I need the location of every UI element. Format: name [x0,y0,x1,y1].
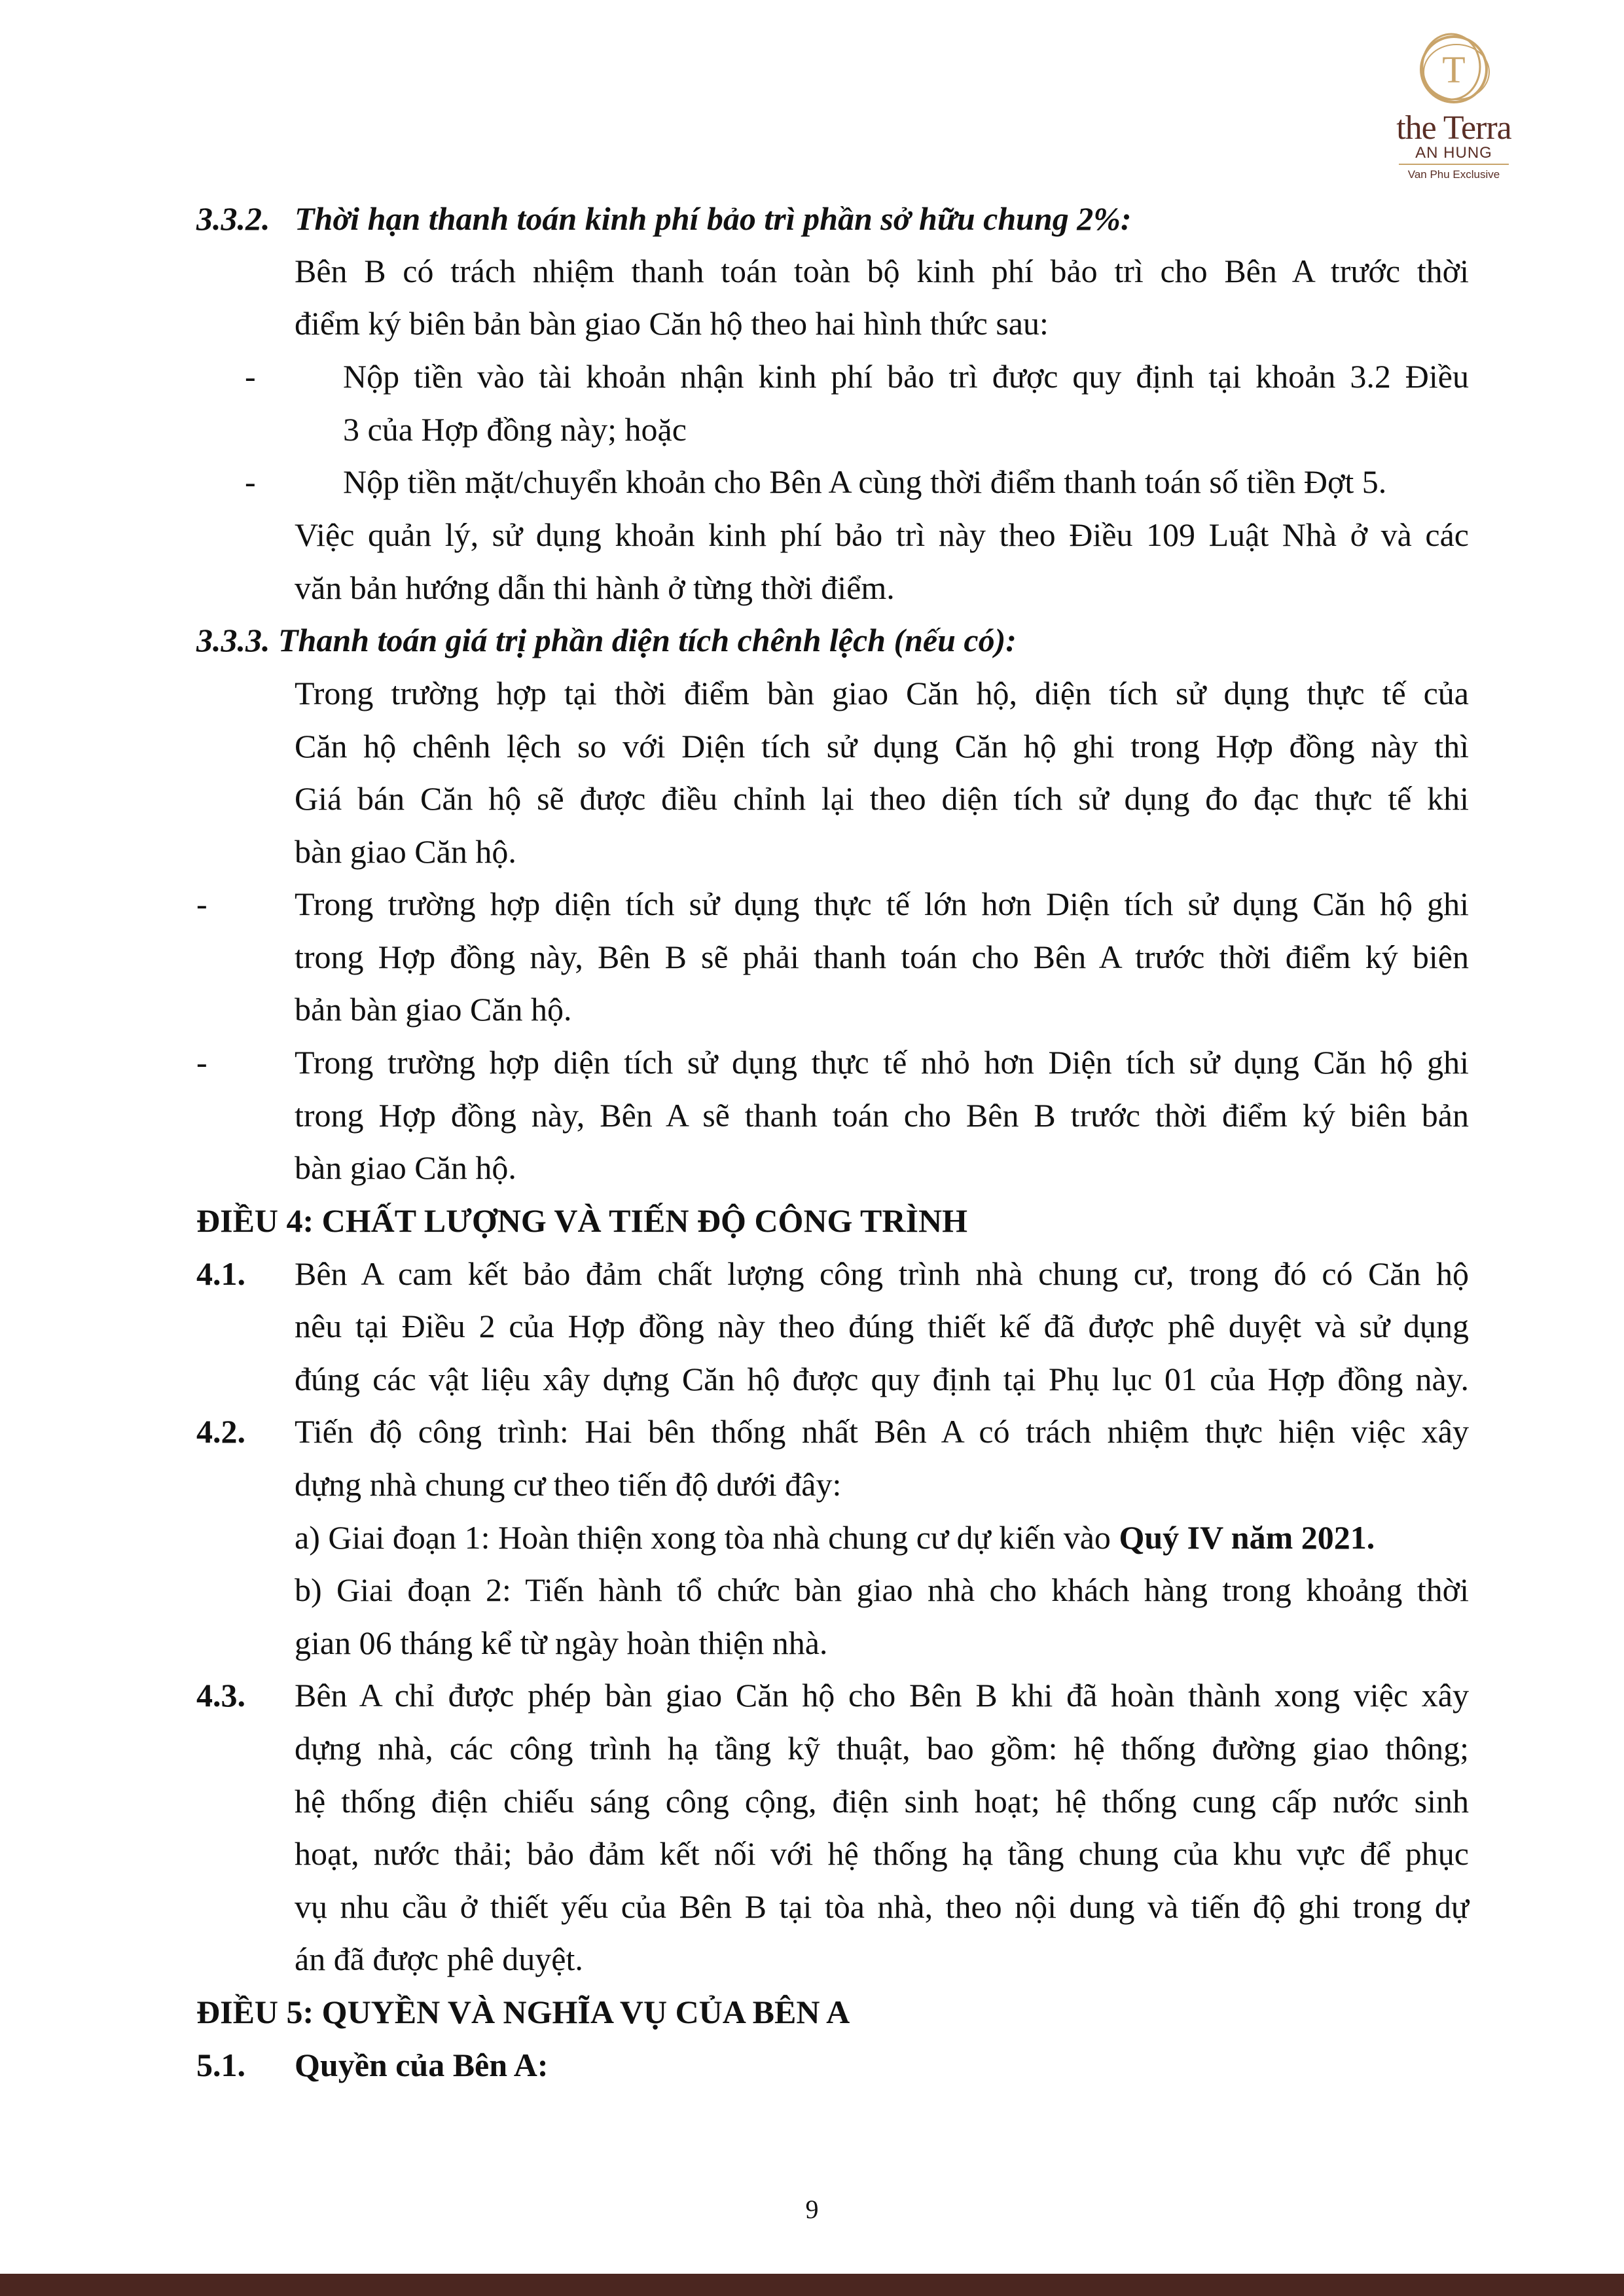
bullet-text: Trong trường hợp diện tích sử dụng thực tế lớn hơn Diện tích sử dụng Căn hộ ghi [295,886,1469,922]
bullet-dash: - [245,463,256,500]
bullet-text: Trong trường hợp diện tích sử dụng thực tế nhỏ hơn Diện tích sử dụng Căn hộ ghi [295,1044,1469,1081]
clause-text: hoạt, nước thải; bảo đảm kết nối với hệ thống hạ tầng chung của khu vực để phục [295,1835,1469,1872]
clause-text: Bên A cam kết bảo đảm chất lượng công trình nhà chung cư, trong đó có Căn hộ [295,1255,1469,1292]
bullet-text: Nộp tiền vào tài khoản nhận kinh phí bảo trì được quy định tại khoản 3.2 Điều [343,358,1469,395]
bullet-text: Nộp tiền mặt/chuyển khoản cho Bên A cùng thời điểm thanh toán số tiền Đợt 5. [343,463,1387,500]
bullet-dash: - [196,1044,208,1081]
section-number-332: 3.3.2. [196,200,270,237]
paragraph-line: Việc quản lý, sử dụng khoản kinh phí bảo trì này theo Điều 109 Luật Nhà ở và các [295,516,1469,553]
logo-divider [1399,164,1509,165]
bullet-dash: - [196,886,208,922]
clause-number-43: 4.3. [196,1677,245,1713]
bullet-text: bàn giao Căn hộ. [295,1149,516,1186]
bullet-text: trong Hợp đồng này, Bên B sẽ phải thanh toán cho Bên A trước thời điểm ký biên [295,939,1469,975]
clause-text: nêu tại Điều 2 của Hợp đồng này theo đúng thiết kế đã được phê duyệt và sử dụng [295,1308,1469,1344]
logo-letter: T [1442,48,1466,91]
footer-bar [0,2274,1624,2296]
paragraph-line: Căn hộ chênh lệch so với Diện tích sử dụng Căn hộ ghi trong Hợp đồng này thì [295,728,1469,764]
clause-text: hệ thống điện chiếu sáng công cộng, điện sinh hoạt; hệ thống cung cấp nước sinh [295,1783,1469,1820]
paragraph-line: điểm ký biên bản bàn giao Căn hộ theo hai hình thức sau: [295,305,1049,342]
logo-emblem-icon [1375,29,1532,110]
paragraph-line: văn bản hướng dẫn thi hành ở từng thời điểm. [295,569,895,606]
clause-text [295,1518,1375,1557]
clause-title-51: Quyền của Bên A: [295,2047,549,2083]
bullet-text: trong Hợp đồng này, Bên A sẽ thanh toán cho Bên B trước thời điểm ký biên bản [295,1097,1469,1134]
paragraph-line: bàn giao Căn hộ. [295,833,516,870]
section-title-332: Thời hạn thanh toán kinh phí bảo trì phần sở hữu chung 2%: [295,200,1132,237]
clause-text: Bên A chỉ được phép bàn giao Căn hộ cho Bên B khi đã hoàn thành xong việc xây [295,1677,1469,1713]
clause-text: b) Giai đoạn 2: Tiến hành tổ chức bàn giao nhà cho khách hàng trong khoảng thời [295,1571,1469,1608]
logo-subtitle: AN HUNG [1415,144,1492,162]
logo-brand-name: the Terra [1396,109,1511,147]
paragraph-line: Bên B có trách nhiệm thanh toán toàn bộ kinh phí bảo trì cho Bên A trước thời [295,253,1469,289]
paragraph-line: Giá bán Căn hộ sẽ được điều chỉnh lại theo diện tích sử dụng đo đạc thực tế khi [295,780,1469,817]
bullet-text: 3 của Hợp đồng này; hoặc [343,411,687,448]
clause-text: án đã được phê duyệt. [295,1941,583,1977]
clause-text: vụ nhu cầu ở thiết yếu của Bên B tại tòa nhà, theo nội dung và tiến độ ghi trong dự [295,1888,1469,1925]
section-title-333: 3.3.3. Thanh toán giá trị phần diện tích chênh lệch (nếu có): [196,622,1017,658]
logo-tagline: Van Phu Exclusive [1407,168,1500,181]
clause-text: dựng nhà, các công trình hạ tầng kỹ thuật, bao gồm: hệ thống đường giao thông; [295,1730,1469,1767]
bullet-dash: - [245,358,256,395]
bullet-text: bản bàn giao Căn hộ. [295,991,572,1028]
phase-1-text: a) Giai đoạn 1: Hoàn thiện xong tòa nhà chung cư dự kiến vào [295,1519,1119,1556]
page-number: 9 [805,2195,819,2224]
clause-text: Tiến độ công trình: Hai bên thống nhất Bên A có trách nhiệm thực hiện việc xây [295,1413,1469,1450]
clause-number-41: 4.1. [196,1255,245,1292]
clause-number-42: 4.2. [196,1413,245,1450]
article-heading-5: ĐIỀU 5: QUYỀN VÀ NGHĨA VỤ CỦA BÊN A [196,1994,850,2030]
clause-text: gian 06 tháng kể từ ngày hoàn thiện nhà. [295,1624,828,1661]
brand-logo [1375,29,1532,186]
article-heading-4: ĐIỀU 4: CHẤT LƯỢNG VÀ TIẾN ĐỘ CÔNG TRÌNH [196,1202,967,1239]
clause-text: đúng các vật liệu xây dựng Căn hộ được quy định tại Phụ lục 01 của Hợp đồng này. [295,1361,1469,1397]
clause-number-51: 5.1. [196,2047,245,2083]
paragraph-line: Trong trường hợp tại thời điểm bàn giao Căn hộ, diện tích sử dụng thực tế của [295,675,1469,711]
clause-text: dựng nhà chung cư theo tiến độ dưới đây: [295,1466,842,1503]
phase-1-date: Quý IV năm 2021. [1119,1519,1375,1556]
